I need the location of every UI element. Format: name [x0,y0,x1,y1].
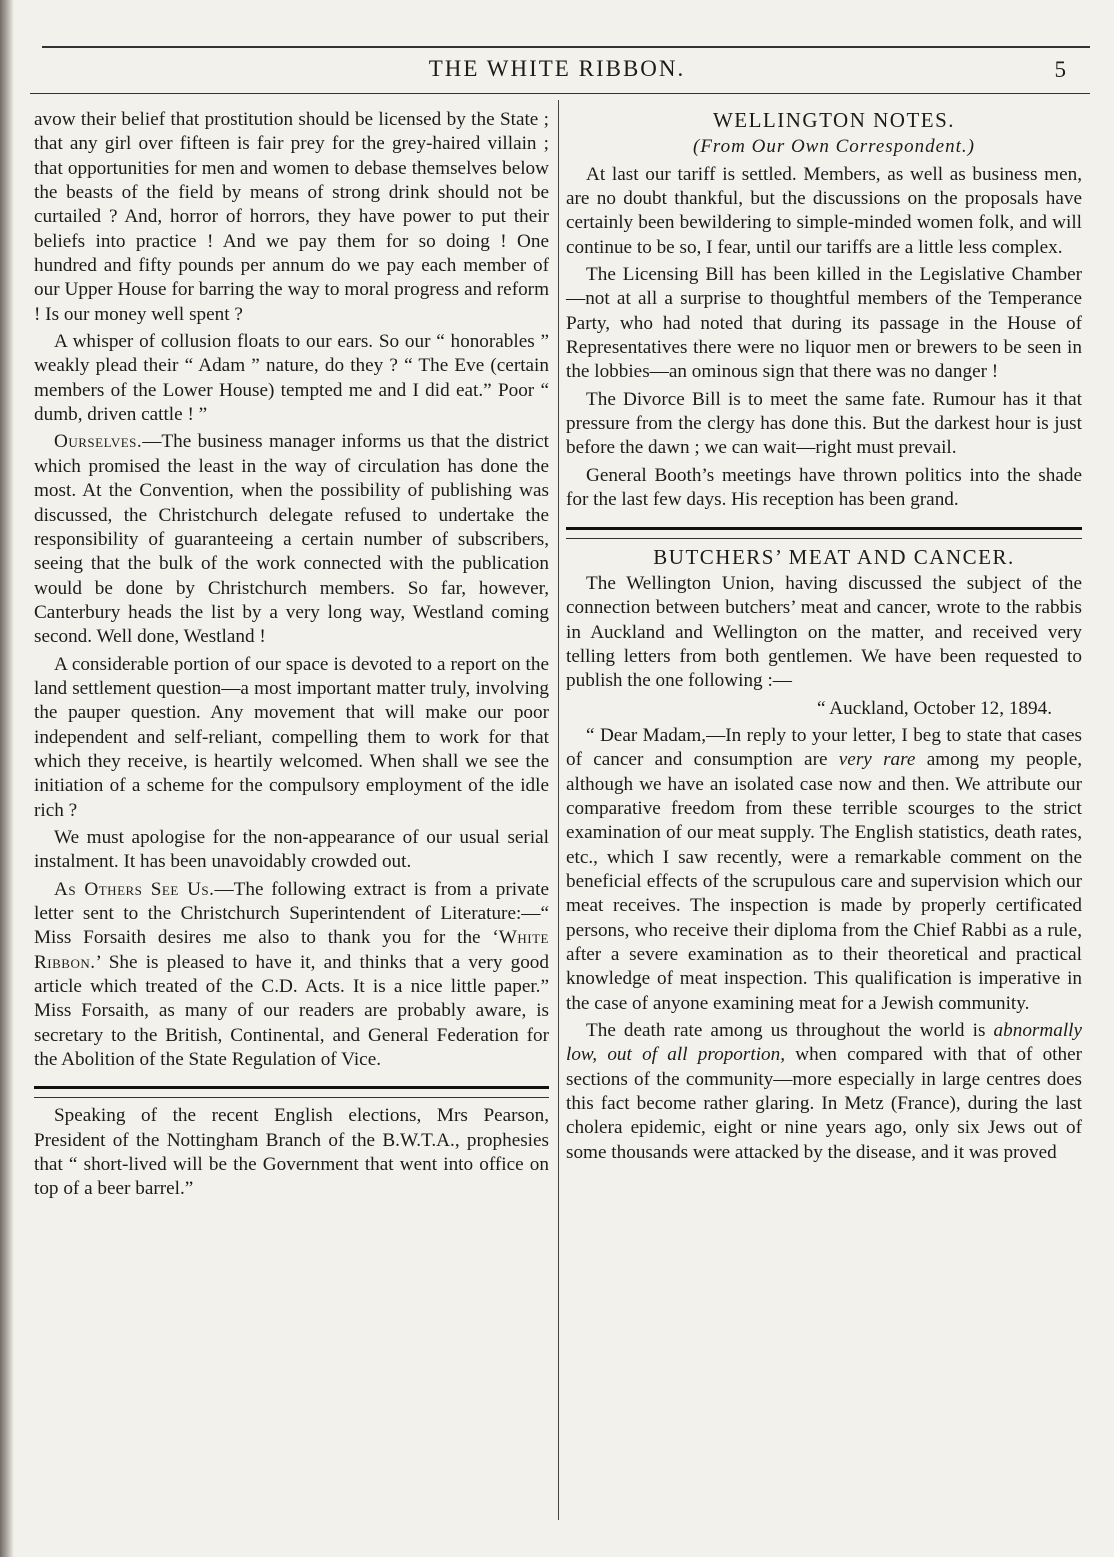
page-number: 5 [1054,57,1066,82]
right-column [566,108,1082,1165]
butchers-meat-heading: BUTCHERS’ MEAT AND CANCER. [653,544,1015,569]
others-see-us-lead: As Others See Us. [54,878,215,900]
abnormally-low-emphasis: abnormally low, out of all proportion, [566,1020,1083,1066]
paragraph-apology: We must apologise for the non-appearance of our usual serial instalment. It has been unavoidably crowded out. [34,826,549,873]
header-rule [30,93,1090,94]
page-binding-edge [0,0,14,1557]
paragraph-licensing-bill: The Licensing Bill has been killed in the Legislative Chamber—not at all a surprise to thoughtful members of the Temperance Party, who had noted that during its passage in the House of Representatives there were no liquor men or brewers to be seen in the lobbies—an ominous sign that there was no danger ! [566,264,1082,383]
paragraph-land-settlement: A considerable portion of our space is devoted to a report on the land settlement question—a most important matter truly, involving the pauper question. Any movement that will make our poor independent and self-reliant, compelling them to work for that which they receive, is heartily welcomed. When shall we see the initiation of a scheme for the compulsory employment of the idle rich ? [34,653,549,821]
section-rule-thick [34,1086,549,1089]
left-column [34,108,549,1202]
section-rule-thick [566,527,1082,530]
paragraph-divorce-bill: The Divorce Bill is to meet the same fate. Rumour has it that pressure from the clergy has done this. But the darkest hour is just before the dawn ; we can wait—right must prevail. [566,388,1082,459]
very-rare-emphasis: very rare [838,749,916,771]
dear-madam-text-b: among my people, although we have an isolated case now and then. We attribute our comparative freedom from these terrible scourges to the strict examination of our meat supply. The English statistics, death rates, etc., which I saw recently, were a remarkable comment on the beneficial effects of the scrupulous care and supervision which our meat receives. The inspection is made by properly certificated persons, who receive their diploma from the Chief Rabbi as a rule, after a severe examination as to their theoretical and practical knowledge of meat inspection. This qualification is imperative in the case of anyone examining meat for a Jewish community. [566,749,1083,1014]
paragraph-general-booth: General Booth’s meetings have thrown politics into the shade for the last few days. His reception has been grand. [566,464,1082,511]
masthead-title: THE WHITE RIBBON. [428,56,686,81]
paragraph-upper-house: avow their belief that prostitution should be licensed by the State ; that any girl over fifteen is fair prey for the grey-haired villain ; that opportunities for men and women to debase themselves below the beasts of the field by means of strong drink should not be curtailed ? And, horror of horrors, they have power to put their beliefs into practice ! And we pay them for so doing ! One hundred and fifty pounds per annum do we pay each member of our Upper House for barring the way to moral progress and reform ! Is our money well spent ? [34,109,549,325]
wellington-notes-heading: WELLINGTON NOTES. [712,108,956,132]
others-see-us-text-a: —The following extract is from a private letter sent to the Christchurch Superintendent of Literature:—“ Miss Forsaith desires me also to thank you for the ‘ [34,878,549,949]
ourselves-text: —The business manager informs us that the district which promised the least in the way of circulation has done the most. At the Convention, when the possibility of publishing was discussed, the Christchurch delegate refused to undertake the responsibility of guaranteeing a certain number of subscribers, seeing that the bulk of the work connected with the publication would be done by Christchurch members. So far, however, Canterbury heads the list by a very long way, Westland coming second. Well done, Westland ! [34,431,549,648]
death-rate-text-b: when compared with that of other sections of the community—more especially in large centres does this fact become rather glaring. In Metz (France), during the last cholera epidemic, eight or nine years ago, only six Jews out of some thousands were attacked by the disease, and it was proved [566,1044,1083,1163]
paragraph-tariff: At last our tariff is settled. Members, as well as business men, are no doubt thankful, but the discussions on the proposals have certainly been bewildering to simple-minded women folk, and will continue to be so, I fear, until our tariffs are a little less complex. [566,163,1082,258]
letter-dateline: “ Auckland, October 12, 1894. [817,697,1052,719]
death-rate-text-a: The death rate among us throughout the world is [586,1020,986,1042]
ourselves-lead: Ourselves. [54,431,143,453]
paragraph-dear-madam [566,724,1082,1016]
white-ribbon-name: White Ribbon. [34,927,549,973]
top-rule [42,46,1090,48]
paragraph-elections: Speaking of the recent English elections, Mrs Pearson, President of the Nottingham Branch of the B.W.T.A., prophesies that “ short-lived will be the Government that went into office on top of a beer barrel.” [34,1105,549,1200]
paragraph-ourselves [34,430,549,649]
paragraph-death-rate [566,1019,1082,1165]
others-see-us-text-b: ’ She is pleased to have it, and thinks that a very good article which treated of the C.D. Acts. It is a nice little paper.” Miss Forsaith, as many of our readers are probably aware, is secretary to the British, Continental, and General Federation for the Abolition of the State Regulation of Vice. [34,951,549,1071]
paragraph-collusion: A whisper of collusion floats to our ears. So our “ honorables ” weakly plead their “ Adam ” nature, do they ? “ The Eve (certain members of the Lower House) tempted me and I did eat.” Poor “ dumb, driven cattle ! ” [34,331,549,426]
paragraph-others-see-us [34,878,549,1073]
dear-madam-text-a: “ Dear Madam,—In reply to your letter, I beg to state that cases of cancer and consumption are [566,724,1082,771]
paragraph-wellington-union: The Wellington Union, having discussed the subject of the connection between butchers’ meat and cancer, wrote to the rabbis in Auckland and Wellington on the matter, and received very telling letters from both gentlemen. We have been requested to publish the one following :— [566,572,1082,692]
wellington-notes-subheading: (From Our Own Correspondent.) [693,136,975,158]
column-separator [558,100,559,1520]
